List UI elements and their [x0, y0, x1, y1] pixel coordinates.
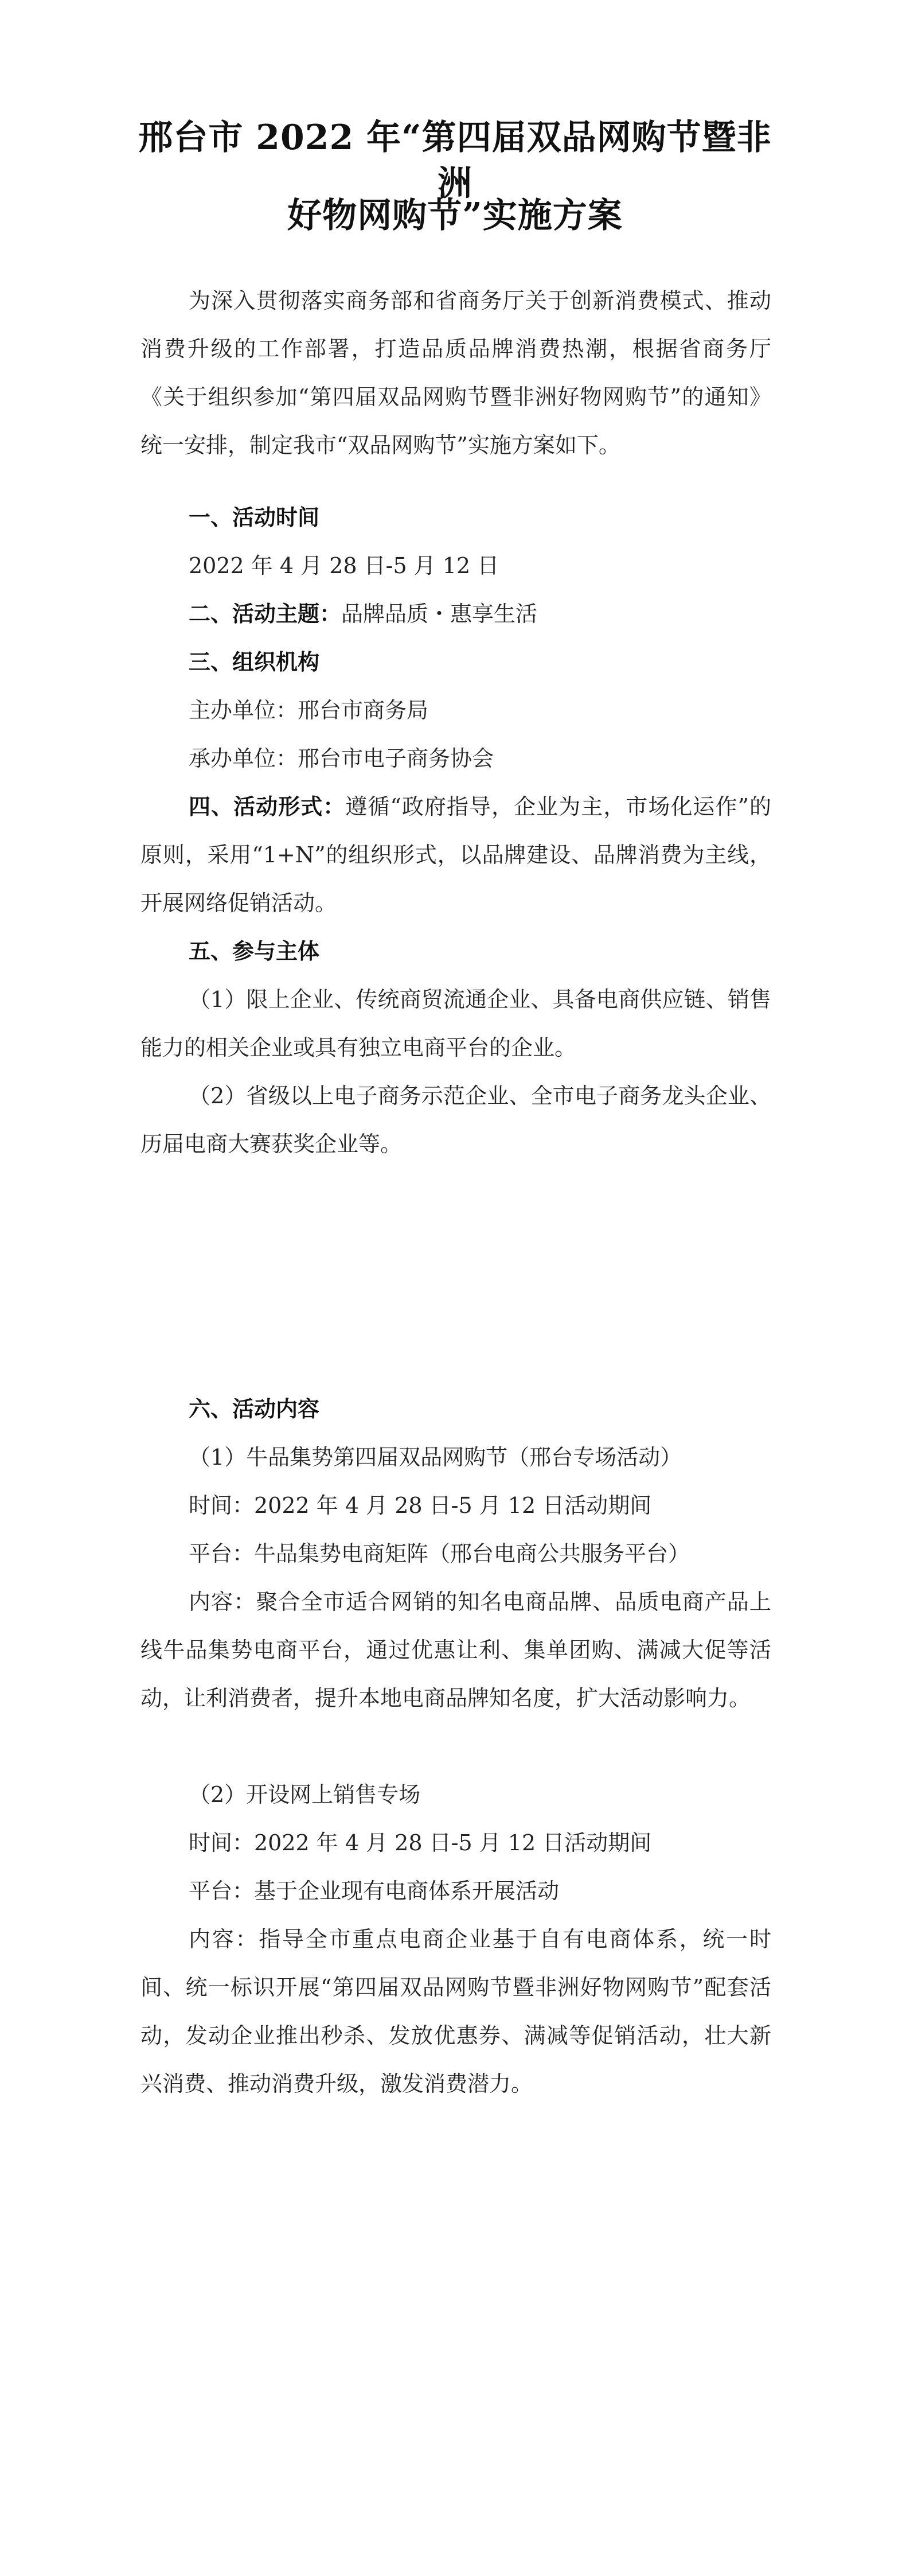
- section4-heading: 四、活动形式：: [189, 793, 346, 819]
- section5-item-1: （1）限上企业、传统商贸流通企业、具备电商供应链、销售能力的相关企业或具有独立电商平台的企业。: [140, 987, 771, 1060]
- section4-paragraph: [140, 783, 771, 927]
- activity2-content: 内容：指导全市重点电商企业基于自有电商体系，统一时间、统一标识开展“第四届双品网购节暨非洲好物网购节”配套活动，发动企业推出秒杀、发放优惠券、满减等促销活动，壮大新兴消费、推动消费升级，激发消费潜力。: [140, 1927, 771, 2096]
- section2-heading: 二、活动主题：: [189, 601, 342, 627]
- activity2-title: （2）开设网上销售专场: [189, 1782, 421, 1807]
- section2-line: [140, 590, 819, 638]
- document-title-line-2: 好物网购节”实施方案: [287, 196, 623, 236]
- activity1-platform: 平台：牛品集势电商矩阵（邢台电商公共服务平台）: [189, 1541, 690, 1566]
- section3-heading: 三、组织机构: [189, 649, 320, 675]
- activity1-time: 时间：2022 年 4 月 28 日-5 月 12 日活动期间: [189, 1493, 652, 1518]
- section4-text: 遵循“政府指导，企业为主，市场化运作”的原则，采用“1+N”的组织形式，以品牌建设、品牌消费为主线，开展网络促销活动。: [140, 794, 771, 916]
- document-title-line-1: 邢台市 2022 年“第四届双品网购节暨非洲: [138, 118, 772, 204]
- section2-text: 品牌品质・惠享生活: [341, 601, 538, 627]
- activity1-content: 内容：聚合全市适合网销的知名电商品牌、品质电商产品上线牛品集势电商平台，通过优惠让利、集单团购、满减大促等活动，让利消费者，提升本地电商品牌知名度，扩大活动影响力。: [140, 1589, 771, 1711]
- activity2-time: 时间：2022 年 4 月 28 日-5 月 12 日活动期间: [189, 1830, 652, 1855]
- section3-host: 主办单位：邢台市商务局: [189, 698, 429, 723]
- section5-item-2: （2）省级以上电子商务示范企业、全市电子商务龙头企业、历届电商大赛获奖企业等。: [140, 1083, 771, 1157]
- section5-heading: 五、参与主体: [189, 938, 320, 964]
- section6-heading: 六、活动内容: [189, 1396, 320, 1422]
- activity1-title: （1）牛品集势第四届双品网购节（邢台专场活动）: [189, 1445, 682, 1470]
- section1-text: 2022 年 4 月 28 日-5 月 12 日: [189, 553, 499, 578]
- section1-heading: 一、活动时间: [189, 504, 320, 530]
- activity2-platform: 平台：基于企业现有电商体系开展活动: [189, 1878, 560, 1904]
- intro-paragraph: 为深入贯彻落实商务部和省商务厅关于创新消费模式、推动消费升级的工作部署，打造品质品牌消费热潮，根据省商务厅《关于组织参加“第四届双品网购节暨非洲好物网购节”的通知》统一安排，制定我市“双品网购节”实施方案如下。: [140, 288, 771, 458]
- section3-organizer: 承办单位：邢台市电子商务协会: [189, 746, 494, 771]
